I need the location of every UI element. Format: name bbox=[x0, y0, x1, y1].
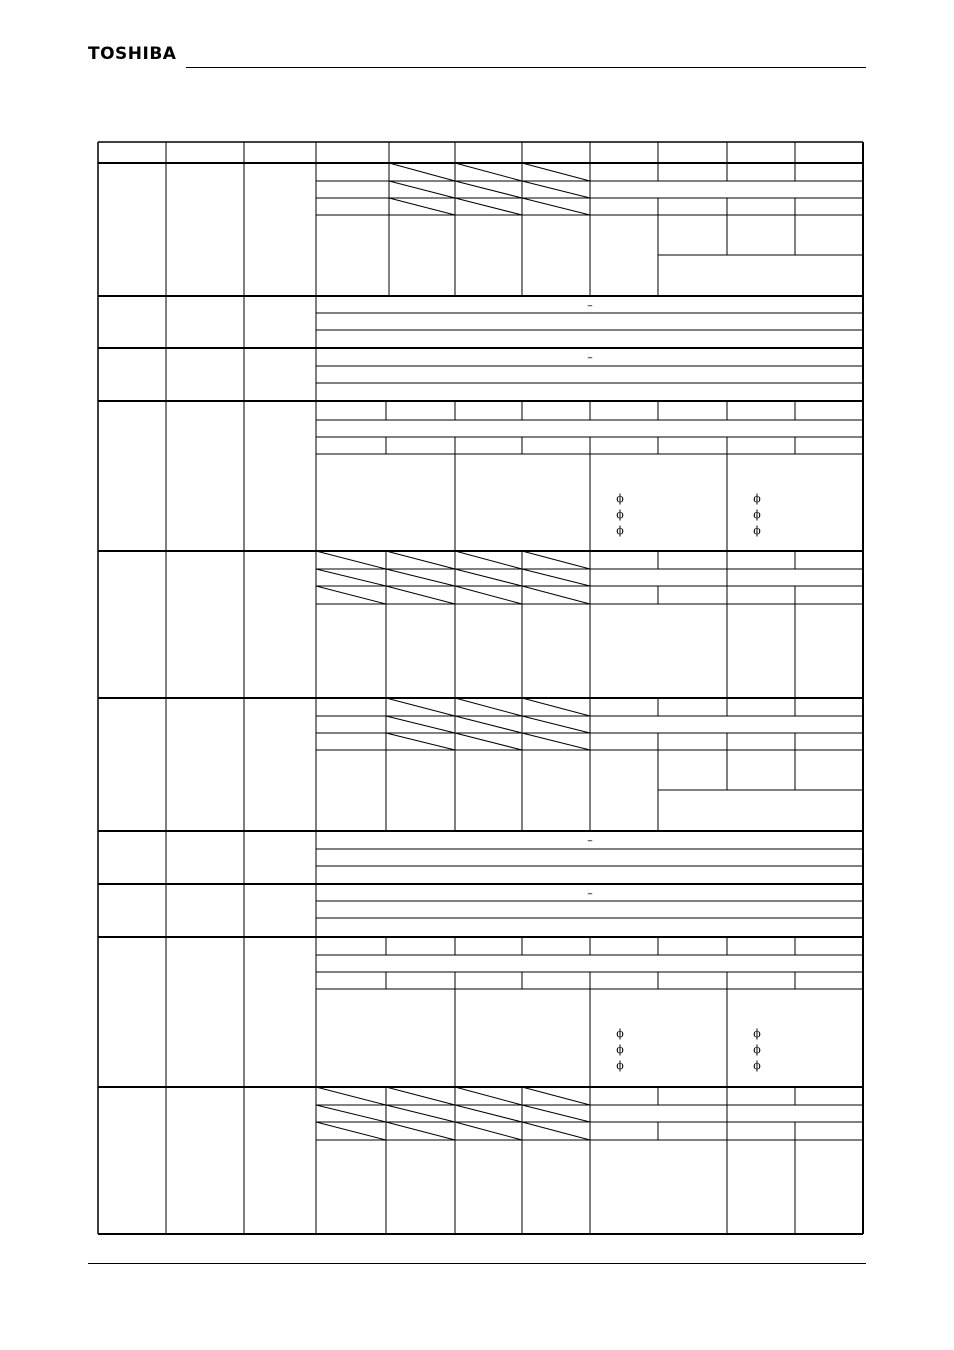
phi-mark: ϕ bbox=[616, 1059, 624, 1072]
dash-mark: – bbox=[587, 299, 593, 312]
table-line bbox=[389, 181, 455, 198]
table-line bbox=[455, 586, 522, 604]
phi-mark: ϕ bbox=[753, 1043, 761, 1056]
table-line bbox=[522, 1122, 590, 1140]
dash-mark: – bbox=[587, 834, 593, 847]
table-line bbox=[522, 551, 590, 569]
table-line bbox=[389, 198, 455, 215]
table-line bbox=[316, 551, 386, 569]
table-line bbox=[455, 198, 522, 215]
table-line bbox=[386, 551, 455, 569]
table-line bbox=[522, 569, 590, 586]
table-line bbox=[455, 1105, 522, 1122]
table-line bbox=[522, 1105, 590, 1122]
table-line bbox=[455, 716, 522, 733]
table-line bbox=[386, 1105, 455, 1122]
table-line bbox=[316, 1105, 386, 1122]
table-line bbox=[316, 569, 386, 586]
table-line bbox=[316, 1087, 386, 1105]
table-line bbox=[522, 198, 590, 215]
table-line bbox=[522, 716, 590, 733]
phi-mark: ϕ bbox=[616, 524, 624, 537]
table-line bbox=[386, 1087, 455, 1105]
phi-mark: ϕ bbox=[753, 1059, 761, 1072]
table-line bbox=[522, 698, 590, 716]
phi-mark: ϕ bbox=[753, 508, 761, 521]
phi-mark: ϕ bbox=[616, 492, 624, 505]
dash-mark: – bbox=[587, 887, 593, 900]
table-line bbox=[386, 733, 455, 750]
phi-mark: ϕ bbox=[616, 508, 624, 521]
table-line bbox=[455, 1122, 522, 1140]
table-line bbox=[522, 1087, 590, 1105]
table-line bbox=[386, 569, 455, 586]
table-line bbox=[522, 586, 590, 604]
phi-mark: ϕ bbox=[753, 1027, 761, 1040]
dash-mark: – bbox=[587, 351, 593, 364]
phi-mark: ϕ bbox=[753, 492, 761, 505]
table-line bbox=[455, 181, 522, 198]
table-line bbox=[386, 1122, 455, 1140]
table-line bbox=[455, 1087, 522, 1105]
table-line bbox=[316, 586, 386, 604]
table-line bbox=[316, 1122, 386, 1140]
table-line bbox=[455, 698, 522, 716]
table-line bbox=[455, 733, 522, 750]
table-line bbox=[455, 551, 522, 569]
table-line bbox=[386, 716, 455, 733]
brand-logo: TOSHIBA bbox=[88, 44, 177, 64]
table-line bbox=[386, 698, 455, 716]
phi-mark: ϕ bbox=[616, 1043, 624, 1056]
table-line bbox=[455, 569, 522, 586]
table-line bbox=[522, 181, 590, 198]
phi-mark: ϕ bbox=[616, 1027, 624, 1040]
phi-mark: ϕ bbox=[753, 524, 761, 537]
table-line bbox=[455, 163, 522, 181]
table-line bbox=[522, 163, 590, 181]
table-line bbox=[522, 733, 590, 750]
table-line bbox=[389, 163, 455, 181]
table-line bbox=[386, 586, 455, 604]
